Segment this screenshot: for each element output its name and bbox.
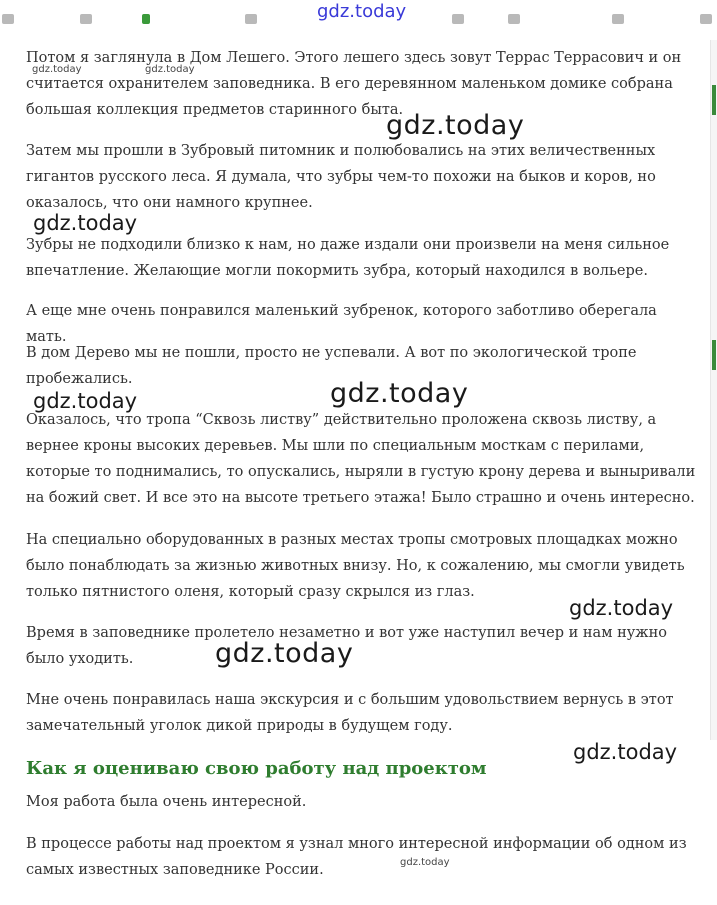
watermark: gdz.today [32, 64, 82, 75]
watermark: gdz.today [145, 64, 195, 75]
watermark: gdz.today [573, 740, 678, 764]
watermark: gdz.today [330, 378, 469, 409]
paragraph: Потом я заглянула в Дом Лешего. Этого лешего здесь зовут Террас Террасович и он считается охранителем заповедника. В его деревянном маленьком домике собрана большая коллекция предметов старинного быта. [26, 50, 682, 118]
toolbar-icon[interactable] [612, 14, 624, 24]
header-watermark: gdz.today [317, 1, 407, 22]
paragraph: Зубры не подходили близко к нам, но даже издали они произвели на меня сильное впечатление. Желающие могли покормить зубра, который находился в вольере. [26, 237, 670, 279]
paragraph: Моя работа была очень интересной. [26, 794, 307, 810]
rail-marker [712, 85, 716, 115]
watermark: gdz.today [33, 389, 138, 413]
watermark: gdz.today [400, 857, 450, 868]
section-heading: Как я оцениваю свою работу над проектом [26, 758, 487, 779]
top-toolbar-strip [0, 0, 717, 40]
paragraph: На специально оборудованных в разных местах тропы смотровых площадках можно было понаблюдать за жизнью животных внизу. Но, к сожалению, мы смогли увидеть только пятнистого оленя, который сразу скрылся из глаз. [26, 532, 685, 600]
watermark: gdz.today [386, 110, 525, 141]
watermark: gdz.today [33, 211, 138, 235]
rail-marker [712, 340, 716, 370]
paragraph: В дом Дерево мы не пошли, просто не успевали. А вот по экологической тропе пробежались. [26, 345, 637, 387]
toolbar-bookmark-icon[interactable] [142, 14, 150, 24]
paragraph: Оказалось, что тропа “Сквозь листву” действительно проложена сквозь листву, а вернее кроны высоких деревьев. Мы шли по специальным мосткам с перилами, которые то поднимались, то опускались, ныряли в густую крону дерева и выныривали на божий свет. И все это на высоте третьего этажа! Было страшно и очень интересно. [26, 412, 696, 506]
watermark: gdz.today [215, 638, 354, 669]
toolbar-icon[interactable] [452, 14, 464, 24]
paragraph: Затем мы прошли в Зубровый питомник и полюбовались на этих величественных гигантов русского леса. Я думала, что зубры чем-то похожи на быков и коров, но оказалось, что они намного крупнее. [26, 143, 656, 211]
toolbar-icon[interactable] [700, 14, 712, 24]
toolbar-icon[interactable] [2, 14, 14, 24]
toolbar-icon[interactable] [80, 14, 92, 24]
paragraph: А еще мне очень понравился маленький зубренок, которого заботливо оберегала мать. [26, 303, 657, 345]
paragraph: Мне очень понравилась наша экскурсия и с большим удовольствием вернусь в этот замечательный уголок дикой природы в будущем году. [26, 692, 674, 734]
watermark: gdz.today [569, 596, 674, 620]
paragraph: В процессе работы над проектом я узнал много интересной информации об одном из самых известных заповеднике России. [26, 836, 687, 878]
paragraph: Время в заповеднике пролетело незаметно и вот уже наступил вечер и нам нужно было уходить. [26, 625, 668, 667]
toolbar-icon[interactable] [245, 14, 257, 24]
right-sidebar-rail [710, 40, 717, 740]
toolbar-icon[interactable] [508, 14, 520, 24]
